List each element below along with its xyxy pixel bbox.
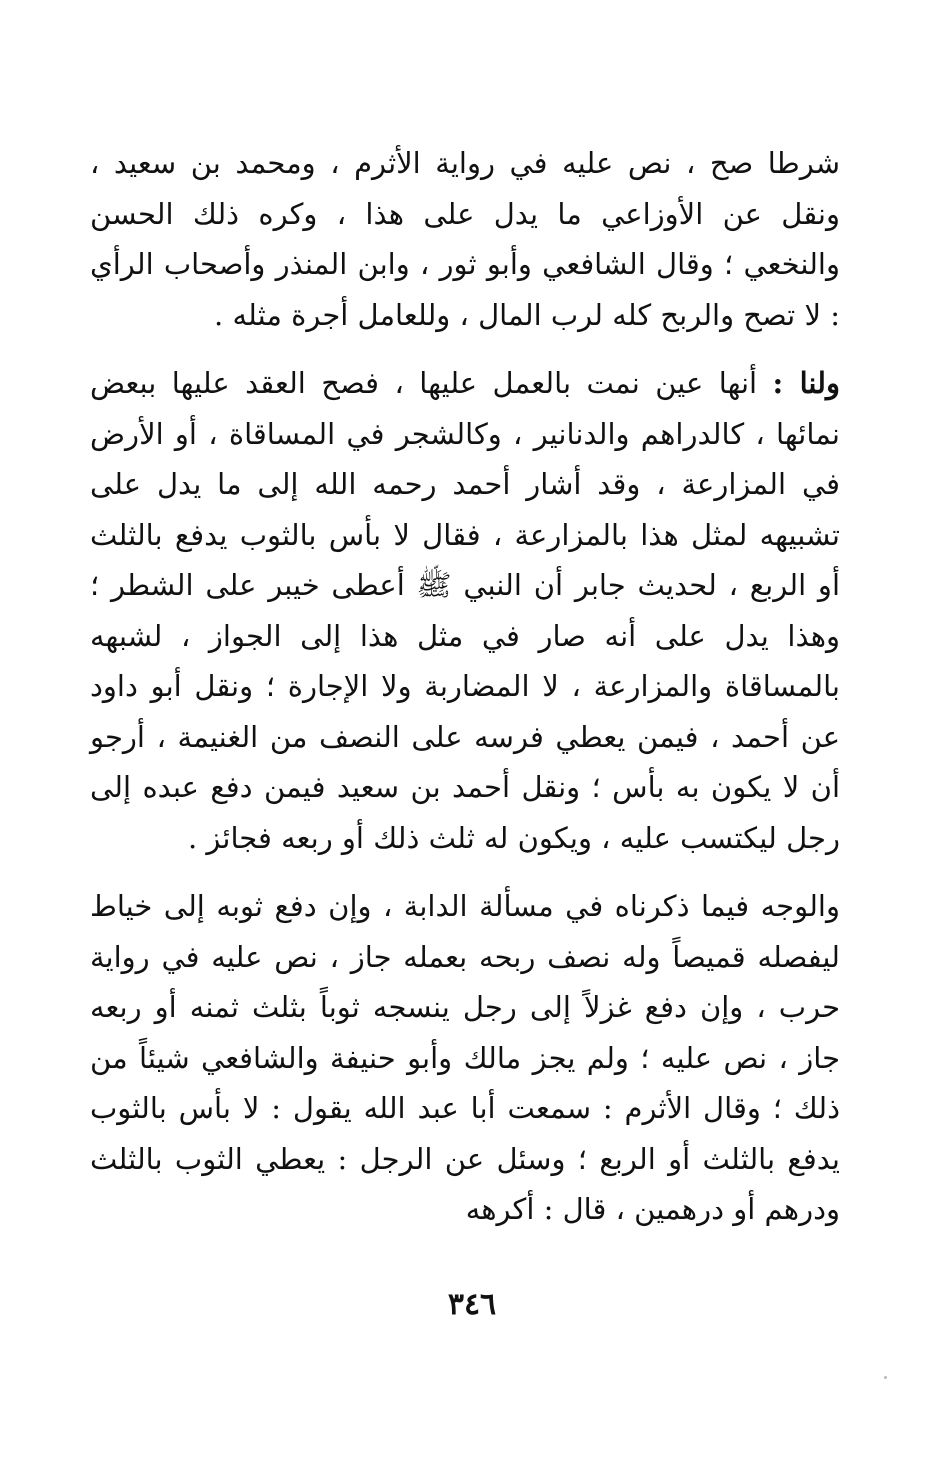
page-number: ٣٤٦ — [447, 1287, 497, 1322]
paragraph-3: والوجه فيما ذكرناه في مسألة الدابة ، وإن دفع ثوبه إلى خياط ليفصله قميصاً وله نصف ربحه بعمله جاز ، نص عليه في رواية حرب ، وإن دفع غزلاً إلى رجل ينسجه ثوباً بثلث ثمنه أو ربعه جاز ، نص عليه ؛ ولم يجز مالك وأبو حنيفة والشافعي شيئاً من ذلك ؛ وقال الأثرم : سمعت أبا عبد الله يقول : لا بأس بالثوب يدفع بالثلث أو الربع ؛ وسئل عن الرجل : يعطي الثوب بالثلث ودرهم أو درهمين ، قال : أكرهه — [90, 889, 840, 1226]
paragraph-2-body: أنها عين نمت بالعمل عليها ، فصح العقد عليها ببعض نمائها ، كالدراهم والدنانير ، وكالشجر في المساقاة ، أو الأرض في المزارعة ، وقد أشار أحمد رحمه الله إلى ما يدل على تشبيهه لمثل هذا بالمزارعة ، فقال لا بأس بالثوب يدفع بالثلث أو الربع ، لحديث جابر أن النبي ﷺ أعطى خيبر على الشطر ؛ وهذا يدل على أنه صار في مثل هذا إلى الجواز ، لشبهه بالمساقاة والمزارعة ، لا المضاربة ولا الإجارة ؛ ونقل أبو داود عن أحمد ، فيمن يعطي فرسه على النصف من الغنيمة ، أرجو أن لا يكون به بأس ؛ ونقل أحمد بن سعيد فيمن دفع عبده إلى رجل ليكتسب عليه ، ويكون له ثلث ذلك أو ربعه فجائز . — [90, 366, 840, 855]
paragraph-1: شرطا صح ، نص عليه في رواية الأثرم ، ومحمد بن سعيد ، ونقل عن الأوزاعي ما يدل على هذا ، وكره ذلك الحسن والنخعي ؛ وقال الشافعي وأبو ثور ، وابن المنذر وأصحاب الرأي : لا تصح والربح كله لرب المال ، وللعامل أجرة مثله . — [90, 146, 840, 332]
scan-speck — [884, 1376, 887, 1379]
paragraph-2-lead: ولنا : — [772, 366, 840, 400]
paragraph-2 — [90, 358, 840, 863]
page-text — [90, 138, 840, 1235]
